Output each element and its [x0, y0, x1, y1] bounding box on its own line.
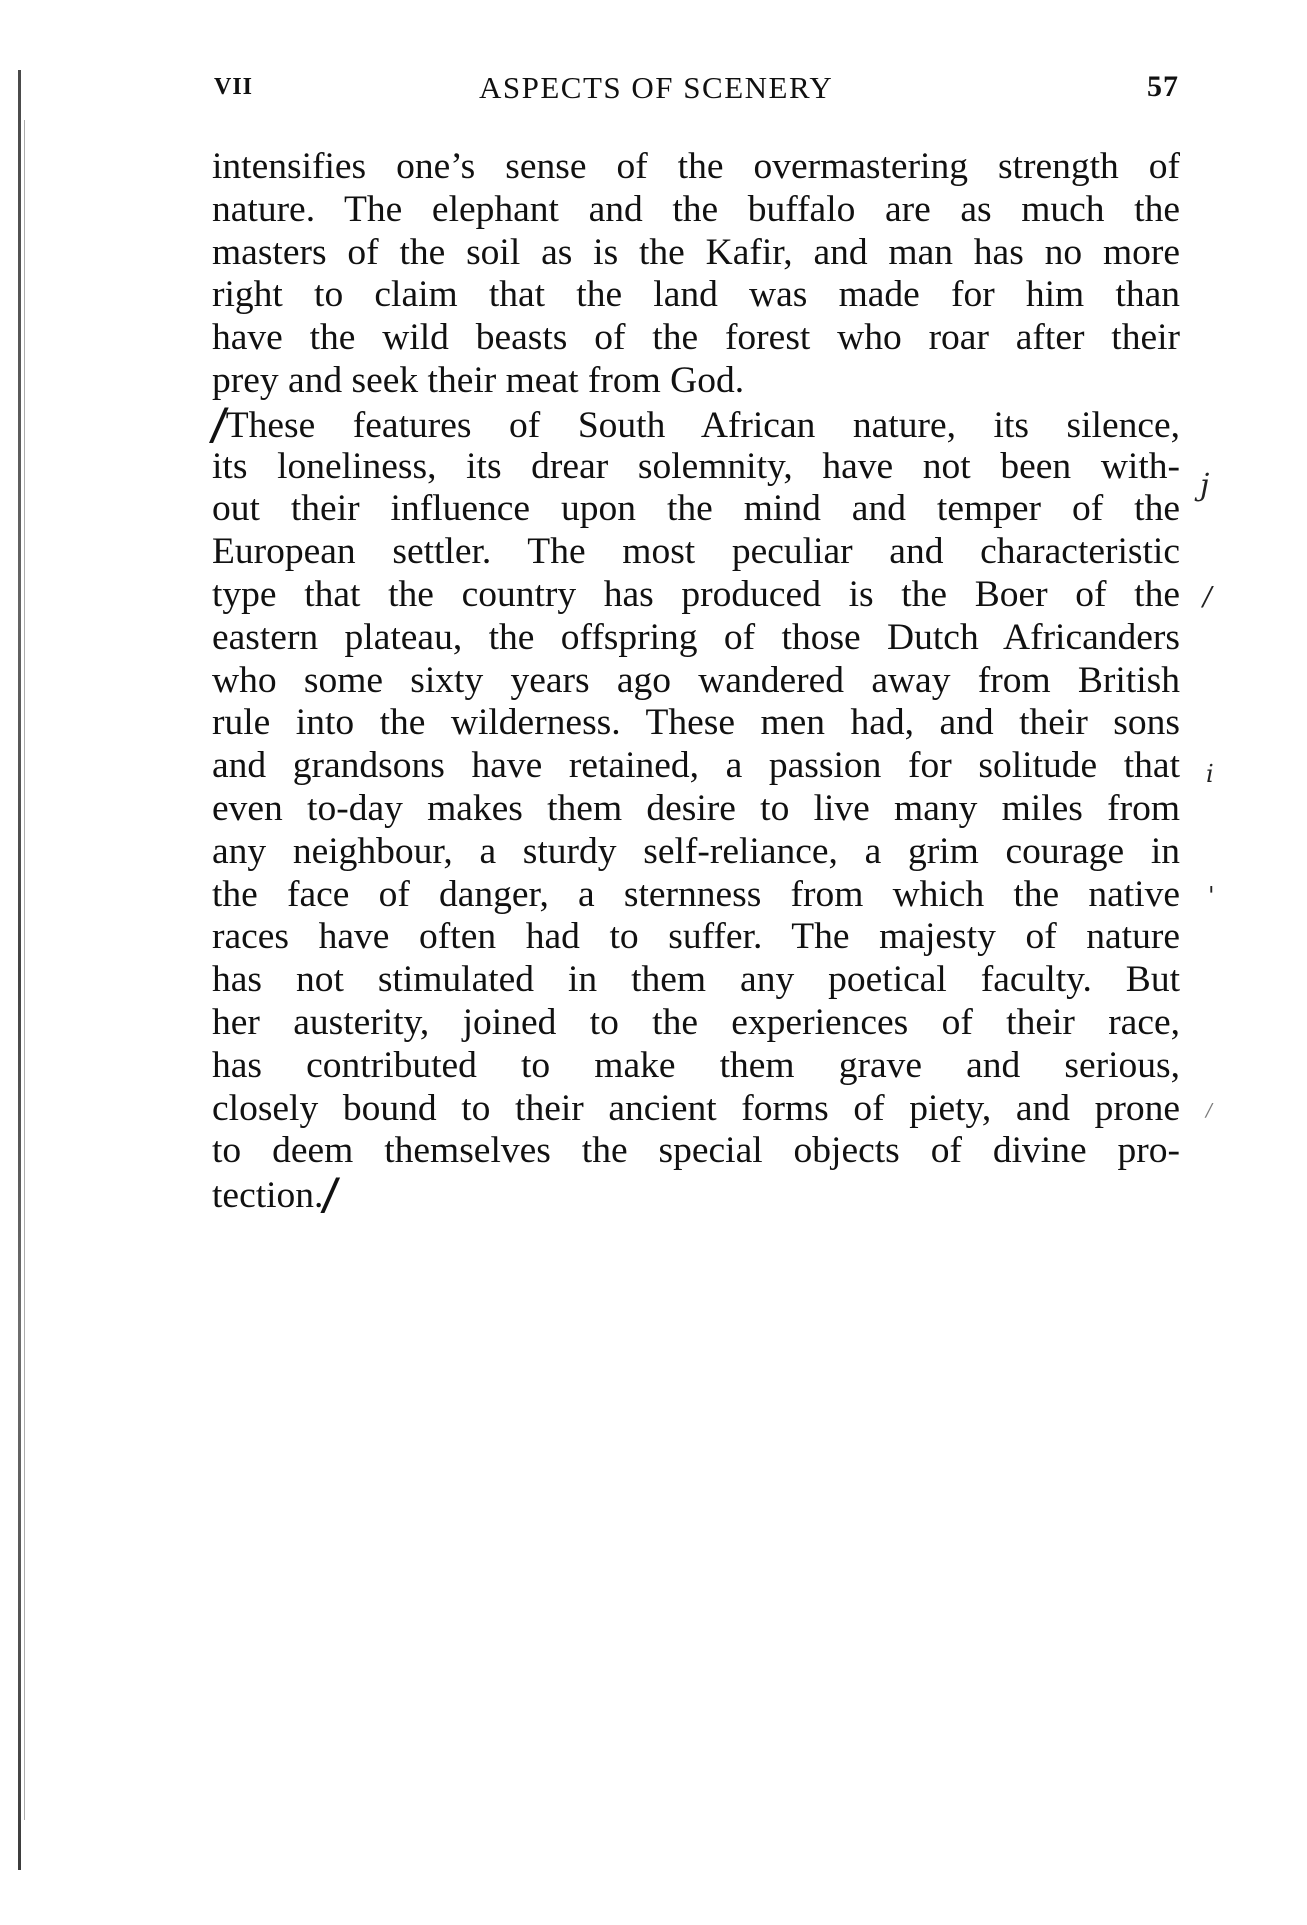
- text-line: who some sixty years ago wandered away from British: [212, 659, 1180, 701]
- text-line: any neighbour, a sturdy self-reliance, a grim courage in: [212, 830, 1180, 872]
- margin-mark: i: [1206, 760, 1214, 788]
- text-line: rule into the wilderness. These men had, and their sons: [212, 702, 1180, 744]
- chapter-number: VII: [214, 74, 254, 100]
- margin-mark: ': [1208, 882, 1215, 910]
- text-line-content: These features of South African nature, its silence,: [225, 404, 1180, 446]
- text-line: has contributed to make them grave and serious,: [212, 1044, 1180, 1086]
- text-line-content: tection.: [212, 1175, 324, 1217]
- text-line: European settler. The most peculiar and characteristic: [212, 531, 1180, 573]
- text-line: have the wild beasts of the forest who roar after their: [212, 317, 1180, 359]
- text-line: out their influence upon the mind and temper of the: [212, 488, 1180, 530]
- text-line: masters of the soil as is the Kafir, and man has no more: [212, 231, 1180, 273]
- text-line: [212, 398, 1180, 450]
- body-text: [212, 146, 1180, 1220]
- text-line: to deem themselves the special objects of divine pro-: [212, 1130, 1180, 1172]
- text-line: intensifies one’s sense of the overmastering strength of: [212, 146, 1180, 187]
- text-line: has not stimulated in them any poetical faculty. But: [212, 959, 1180, 1001]
- margin-mark: /: [1203, 582, 1212, 612]
- open-bracket-mark: /: [212, 398, 226, 450]
- binding-edge-shadow: [24, 120, 25, 1820]
- text-line: right to claim that the land was made for him than: [212, 274, 1180, 316]
- text-line: closely bound to their ancient forms of piety, and prone: [212, 1087, 1180, 1129]
- text-line: prey and seek their meat from God.: [212, 359, 745, 401]
- text-line: [212, 1168, 1180, 1220]
- text-line: the face of danger, a sternness from which the native: [212, 873, 1180, 915]
- binding-edge: [18, 70, 21, 1870]
- text-line: and grandsons have retained, a passion for solitude that: [212, 745, 1180, 787]
- running-title: ASPECTS OF SCENERY: [479, 70, 834, 105]
- text-line: its loneliness, its drear solemnity, have not been with-: [212, 445, 1180, 487]
- text-line: type that the country has produced is the Boer of the: [212, 573, 1180, 615]
- close-bracket-mark: /: [323, 1168, 338, 1220]
- margin-mark: j: [1200, 468, 1210, 503]
- text-line: her austerity, joined to the experiences of their race,: [212, 1001, 1180, 1043]
- text-line: races have often had to suffer. The majesty of nature: [212, 916, 1180, 958]
- margin-mark: /: [1206, 1100, 1213, 1121]
- page-header: [214, 70, 1179, 110]
- text-line: nature. The elephant and the buffalo are as much the: [212, 188, 1180, 230]
- page-number: 57: [1147, 70, 1179, 103]
- text-line: eastern plateau, the offspring of those Dutch Africanders: [212, 616, 1180, 658]
- text-line: even to-day makes them desire to live many miles from: [212, 787, 1180, 829]
